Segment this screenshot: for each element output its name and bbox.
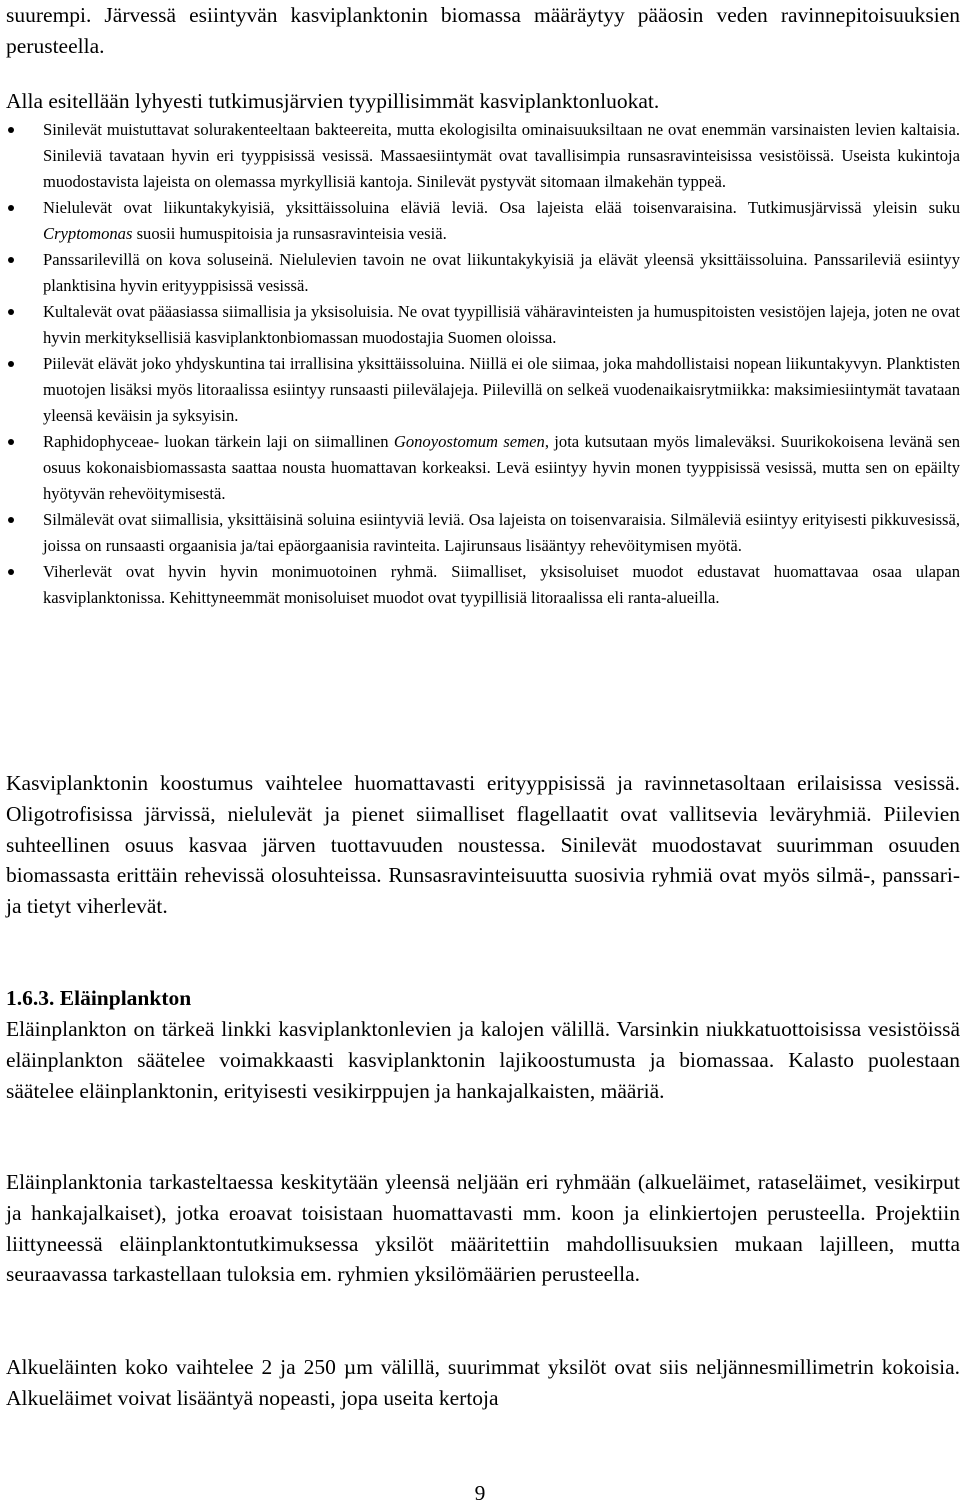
bullet-icon bbox=[8, 439, 14, 445]
section-paragraph-1: Eläinplankton on tärkeä linkki kasviplanktonlevien ja kalojen välillä. Varsinkin niukkatuottoisissa vesistöissä eläinplankton säätelee voimakkaasti kasviplanktonin lajikoostumusta ja biomassaa. Kalasto puolestaan säätelee eläinplanktonin, erityisesti vesikirppujen ja hankajalkaisten, määriä. bbox=[6, 1017, 960, 1103]
list-item-text-continued: suosii humuspitoisia ja runsasravinteisia vesiä. bbox=[132, 224, 447, 243]
list-item bbox=[0, 195, 960, 247]
summary-paragraph: Kasviplanktonin koostumus vaihtelee huomattavasti erityyppisissä ja ravinnetasoltaan erilaisissa vesissä. Oligotrofisissa järvissä, nielulevät ja pienet siimalliset flagellaatit ovat vallitsevia leväryhmiä. Piilevien suhteellinen osuus kasvaa järven tuottavuuden noustessa. Sinilevät muodostavat suurimman osuuden biomassasta erittäin rehevissä olosuhteissa. Runsasravinteisuutta suosivia ryhmiä ovat myös silmä-, panssari- ja tietyt viherlevät. bbox=[6, 771, 960, 919]
list-item bbox=[0, 247, 960, 299]
list-item bbox=[0, 299, 960, 351]
list-item-text-continued: , jota kutsutaan myös limaleväksi. Suurikokoisena levänä sen osuus kokonaisbiomassasta saattaa nousta huomattavan korkeaksi. Levä esiintyy hyvin monen tyyppisissä vesissä, mutta sen on epäilty hyötyvän rehevöitymisestä. bbox=[43, 432, 960, 503]
list-item-text: Silmälevät ovat siimallisia, yksittäisinä soluina esiintyviä leviä. Osa lajeista on toisenvaraisia. Silmäleviä esiintyy erityisesti pikkuvesissä, joissa on runsaasti orgaanisia ja/tai epäorgaanisia ravinteita. Lajirunsaus lisääntyy rehevöitymisen myötä. bbox=[43, 510, 960, 555]
intro-paragraph: suurempi. Järvessä esiintyvän kasviplanktonin biomassa määräytyy pääosin veden ravinnepitoisuuksien perusteella. bbox=[6, 3, 960, 58]
genus-name: Cryptomonas bbox=[43, 224, 133, 243]
list-item bbox=[0, 117, 960, 195]
list-item bbox=[0, 559, 960, 611]
intro-lead-line: Alla esitellään lyhyesti tutkimusjärvien tyypillisimmät kasviplanktonluokat. bbox=[6, 89, 660, 113]
list-item-text: Nielulevät ovat liikuntakykyisiä, yksittäissoluina eläviä leviä. Osa lajeista elää toisenvaraisina. Tutkimusjärvissä yleisin suku bbox=[43, 198, 960, 217]
section-paragraph-2: Eläinplanktonia tarkasteltaessa keskitytään yleensä neljään eri ryhmään (alkueläimet, rataseläimet, vesikirput ja hankajalkaiset), jotka eroavat toisistaan huomattavasti mm. koon ja elinkiertojen perusteella. Projektiin liittyneessä eläinplanktontutkimuksessa yksilöt määritettiin mahdollisuuksien mukaan lajilleen, mutta seuraavassa tarkastellaan tuloksia em. ryhmien yksilömäärien perusteella. bbox=[6, 1170, 960, 1287]
list-item-text: Kultalevät ovat pääasiassa siimallisia ja yksisoluisia. Ne ovat tyypillisiä vähäravinteisten ja humuspitoisten vesistöjen lajeja, joten ne ovat hyvin merkityksellisiä kasviplanktonbiomassan muodostajia Suomen oloissa. bbox=[43, 302, 960, 347]
bullet-icon bbox=[8, 361, 14, 367]
list-item-text: Piilevät elävät joko yhdyskuntina tai irrallisina yksittäissoluina. Niillä ei ole siimaa, joka mahdollistaisi nopean liikuntakyvyn. Planktisten muotojen lisäksi myös litoraalissa esiintyy runsaasti piilevälajeja. Piilevillä on selkeä vuodenaikaisrytmiikka: maksimiesiintymät tavataan yleensä keväisin ja syksyisin. bbox=[43, 354, 960, 425]
section-paragraph-3: Alkueläinten koko vaihtelee 2 ja 250 µm välillä, suurimmat yksilöt ovat siis neljännesmillimetrin kokoisia. Alkueläimet voivat lisääntyä nopeasti, jopa useita kertoja bbox=[6, 1355, 960, 1410]
bullet-icon bbox=[8, 517, 14, 523]
bullet-icon bbox=[8, 205, 14, 211]
list-item-text: Viherlevät ovat hyvin hyvin monimuotoinen ryhmä. Siimalliset, yksisoluiset muodot edustavat huomattavaa osaa ulapan kasviplanktonissa. Kehittyneemmät monisoluiset muodot ovat tyypillisiä litoraalissa eli ranta-alueilla. bbox=[43, 562, 960, 607]
bullet-icon bbox=[8, 127, 14, 133]
page-number: 9 bbox=[474, 1481, 486, 1505]
phytoplankton-class-list bbox=[0, 117, 960, 611]
list-item-text: Raphidophyceae- luokan tärkein laji on siimallinen bbox=[43, 432, 394, 451]
list-item-text: Sinilevät muistuttavat solurakenteeltaan bakteereita, mutta ekologisilta ominaisuuksiltaan ne ovat enemmän varsinaisten levien kaltaisia. Sinileviä tavataan hyvin eri tyyppisissä vesissä. Massaesiintymät ovat tavallisimpia runsasravinteisissa vesistöissä. Useista kukintoja muodostavista lajeista on olemassa myrkyllisiä kantoja. Sinilevät pystyvät sitomaan ilmakehän typpeä. bbox=[43, 120, 960, 191]
section-heading: 1.6.3. Eläinplankton bbox=[6, 986, 192, 1010]
bullet-icon bbox=[8, 309, 14, 315]
list-item-text: Panssarilevillä on kova soluseinä. Nielulevien tavoin ne ovat liikuntakykyisiä ja elävät yleensä yksittäissoluina. Panssarileviä esiintyy planktisina hyvin erityyppisissä vesissä. bbox=[43, 250, 960, 295]
list-item bbox=[0, 429, 960, 507]
list-item bbox=[0, 351, 960, 429]
bullet-icon bbox=[8, 257, 14, 263]
species-name: Gonoyostomum semen bbox=[393, 432, 545, 451]
bullet-icon bbox=[8, 569, 14, 575]
list-item bbox=[0, 507, 960, 559]
